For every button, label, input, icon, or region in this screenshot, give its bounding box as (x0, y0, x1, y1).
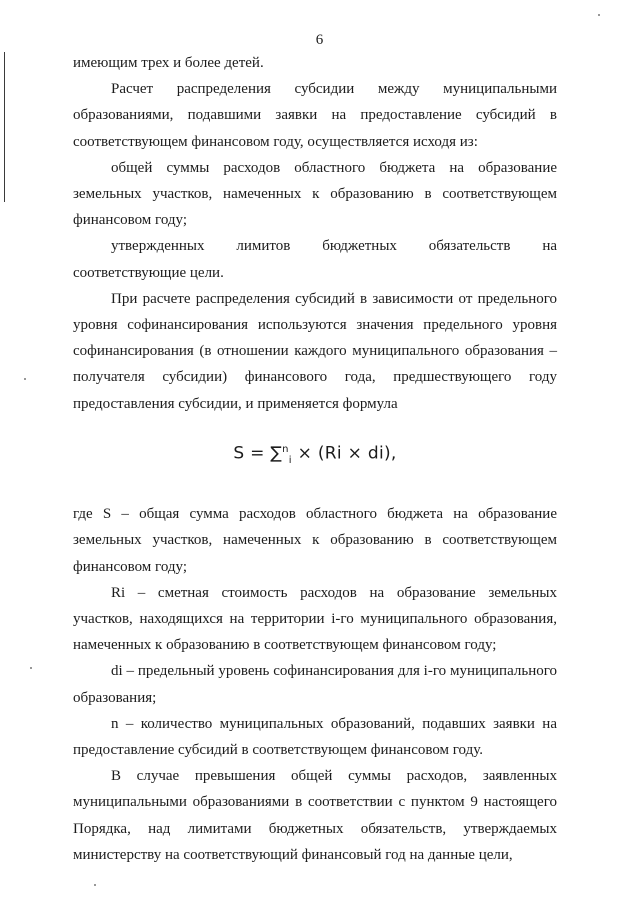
scan-speck (30, 667, 32, 669)
scan-margin-line (4, 52, 5, 202)
definition-paragraph: di – предельный уровень софинансирования для i-го муниципального образования; (73, 663, 557, 706)
paragraph: утвержденных лимитов бюджетных обязательств на соответствующие цели. (73, 238, 557, 281)
scan-speck (94, 884, 96, 886)
definition-paragraph: где S – общая сумма расходов областного бюджета на образование земельных участков, намеченных к образованию в соответствующем финансовом году; (73, 506, 557, 575)
paragraph: Расчет распределения субсидии между муниципальными образованиями, подавшими заявки на предоставление субсидий в соответствующем финансовом году, осуществляется исходя из: (73, 81, 557, 150)
paragraph: При расчете распределения субсидий в зависимости от предельного уровня софинансирования используются значения предельного уровня софинансирования (в отношении каждого муниципального образования – получателя субсидии) финансового года, предшествующего году предоставления субсидии, и применяется формула (73, 290, 557, 412)
paragraph: имеющим трех и более детей. (73, 55, 264, 71)
definition-paragraph: n – количество муниципальных образований, подавших заявки на предоставление субсидий в соответствующем финансовом году. (73, 715, 557, 758)
paragraph: В случае превышения общей суммы расходов, заявленных муниципальными образованиями в соответствии с пунктом 9 настоящего Порядка, над лимитами бюджетных обязательств, утверждаемых министерству на соответствующий финансовый год на данные цели, (73, 768, 557, 863)
scan-speck (24, 378, 26, 380)
formula (73, 437, 557, 474)
formula-sup: n (282, 443, 289, 455)
scan-speck (598, 14, 600, 16)
formula-sub: i (288, 454, 292, 466)
paragraph: общей суммы расходов областного бюджета на образование земельных участков, намеченных к образованию в соответствующем финансовом году; (73, 159, 557, 229)
page-number: 6 (315, 32, 324, 48)
definition-paragraph: Ri – сметная стоимость расходов на образование земельных участков, находящихся на территории i-го муниципального образования, намеченных к образованию в соответствующем финансовом году; (73, 584, 557, 654)
document-body (73, 50, 557, 868)
formula-rhs: × (Ri × di), (297, 443, 397, 464)
formula-lhs: S = ∑ (233, 443, 283, 464)
